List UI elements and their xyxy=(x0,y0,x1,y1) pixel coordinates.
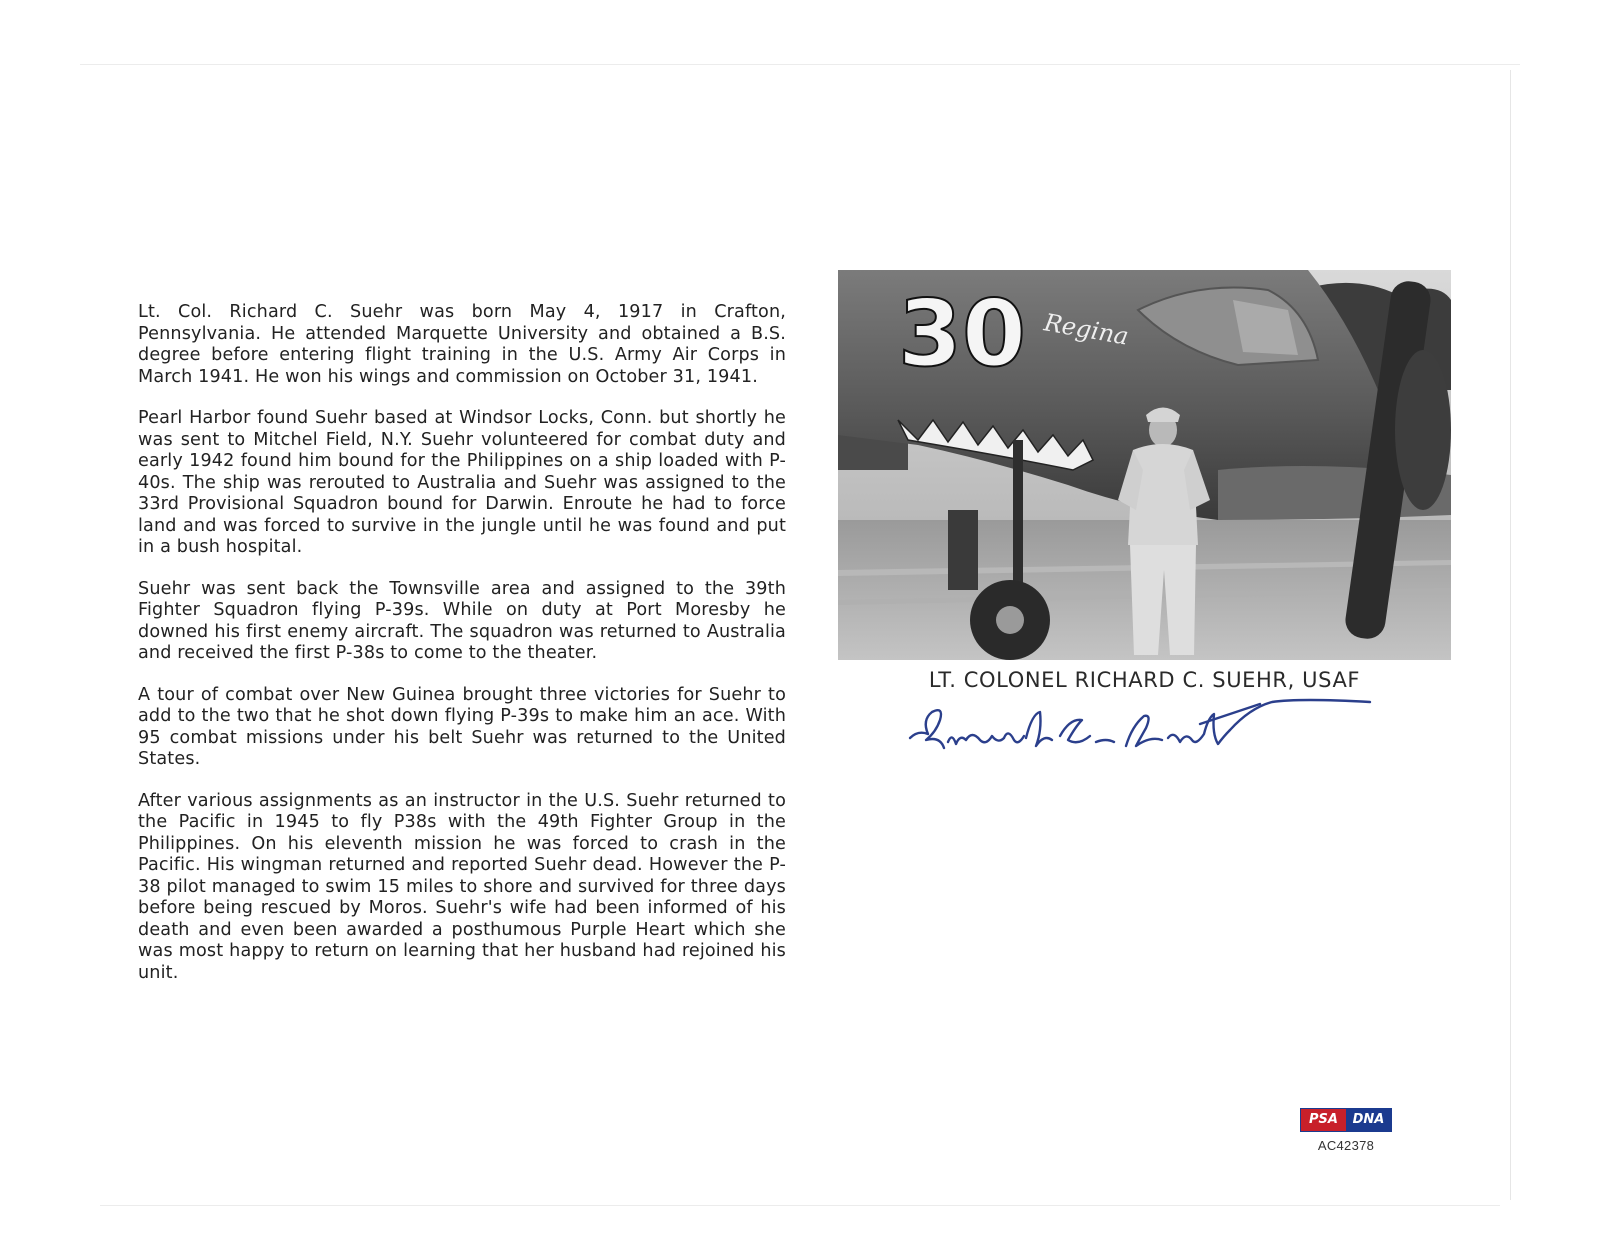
dna-logo-text: DNA xyxy=(1346,1109,1391,1131)
sheet-edge-right xyxy=(1510,70,1511,1200)
psa-dna-logo xyxy=(1300,1108,1392,1132)
sheet-edge-top xyxy=(80,64,1520,65)
bio-paragraph-birth: Lt. Col. Richard C. Suehr was born May 4, 1917 in Crafton, Pennsylvania. He attended Marquette University and obtained a B.S. degree before entering flight training in the U.S. Army Air Corps in March 1941. He won his wings and commission on October 31, 1941. xyxy=(138,302,786,387)
psa-dna-authentication-sticker xyxy=(1300,1108,1392,1153)
svg-text:Regina: Regina xyxy=(1041,308,1131,351)
photo-caption: LT. COLONEL RICHARD C. SUEHR, USAF xyxy=(928,668,1361,692)
bio-paragraph-pacific-return: After various assignments as an instructor in the U.S. Suehr returned to the Pacific in 1945 to fly P38s with the 49th Fighter Group in the Philippines. On his eleventh mission he was forced to crash in the Pacific. His wingman returned and reported Suehr dead. However the P-38 pilot managed to swim 15 miles to shore and survived for three days before being rescued by Moros. Suehr's wife had been informed of his death and even been awarded a posthumous Purple Heart which she was most happy to return on learning that her husband had rejoined his unit. xyxy=(138,790,786,983)
authentication-code: AC42378 xyxy=(1317,1138,1375,1153)
aircraft-photo xyxy=(838,270,1451,660)
autograph-signature xyxy=(900,690,1380,774)
bio-paragraph-new-guinea: A tour of combat over New Guinea brought three victories for Suehr to add to the two that he shot down flying P-39s to make him an ace. With 95 combat missions under his belt Suehr was returned to the United States. xyxy=(138,684,786,769)
signature-text: Richard C. Suehr xyxy=(900,690,909,691)
biography-text xyxy=(138,302,786,1004)
bio-paragraph-townsville: Suehr was sent back the Townsville area and assigned to the 39th Fighter Squadron flying P-39s. While on duty at Port Moresby he downed his first enemy aircraft. The squadron was returned to Australia and received the first P-38s to come to the theater. xyxy=(138,578,786,663)
sheet-edge-bottom xyxy=(100,1205,1500,1206)
svg-text:30: 30 xyxy=(898,280,1027,387)
bio-paragraph-pearl-harbor: Pearl Harbor found Suehr based at Windsor Locks, Conn. but shortly he was sent to Mitchel Field, N.Y. Suehr volunteered for combat duty and early 1942 found him bound for the Philippines on a ship loaded with P-40s. The ship was rerouted to Australia and Suehr was assigned to the 33rd Provisional Squadron bound for Darwin. Enroute he had to force land and was forced to survive in the jungle until he was found and put in a bush hospital. xyxy=(138,408,786,557)
psa-logo-text: PSA xyxy=(1301,1109,1346,1131)
